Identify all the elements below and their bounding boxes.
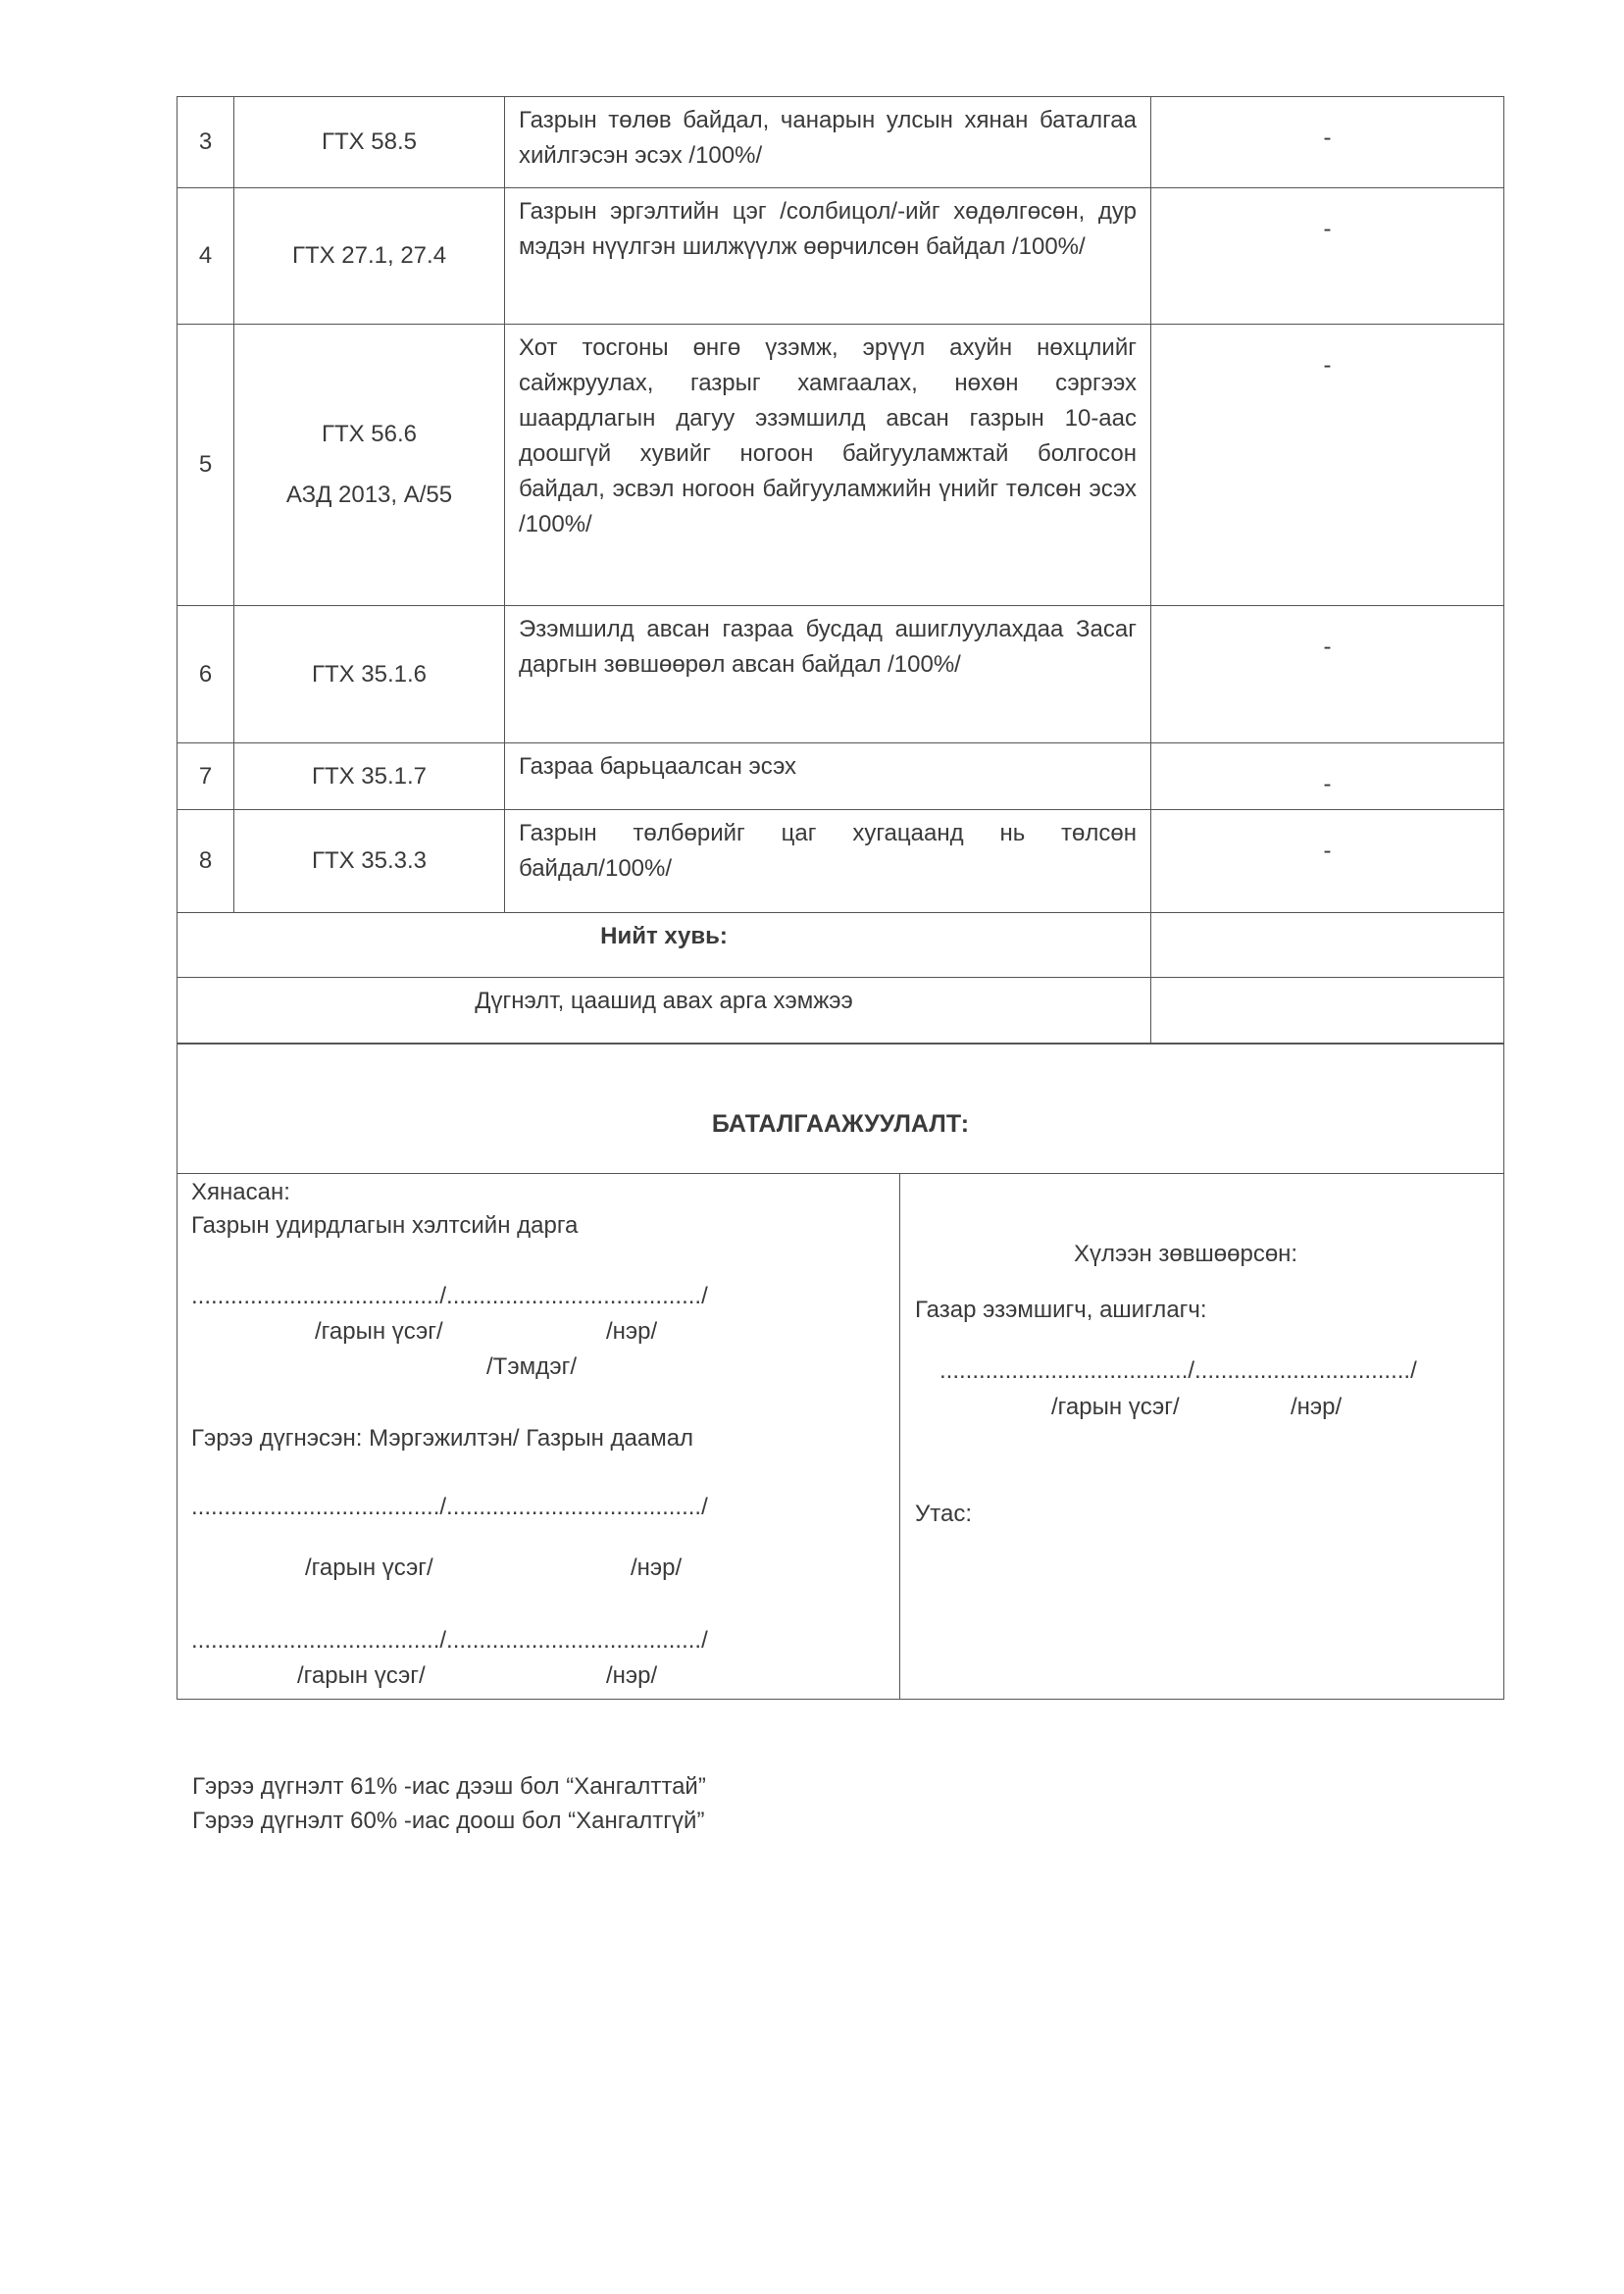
evaluation-note: Гэрээ дүгнэлт 60% -иас доош бол “Хангалтгүй” [192,1808,705,1834]
phone-label: Утас: [915,1501,972,1527]
total-value [1151,913,1504,978]
criterion-description: Газрын эргэлтийн цэг /солбицол/-ийг хөдөлгөсөн, дур мэдэн нүүлгэн шилжүүлж өөрчилсөн байдал /100%/ [505,188,1151,325]
criterion-result: - [1151,97,1504,188]
row-number: 4 [178,188,234,325]
name-label: /нэр/ [631,1555,683,1581]
evaluator-label: Гэрээ дүгнэсэн: Мэргэжилтэн/ Газрын даамал [191,1425,694,1452]
checked-label: Хянасан: [191,1179,290,1205]
name-label: /нэр/ [606,1662,658,1689]
name-label: /нэр/ [1291,1394,1343,1420]
criterion-description: Газраа барьцаалсан эсэх [505,743,1151,810]
law-reference: ГТХ 35.3.3 [234,810,505,913]
criteria-table [177,96,1504,1045]
reviewer-position: Газрын удирдлагын хэлтсийн дарга [191,1212,579,1239]
table-row [178,810,1504,913]
criterion-result: - [1151,810,1504,913]
law-reference: ГТХ 58.5 [234,97,505,188]
accepted-label: Хүлээн зөвшөөрсөн: [1074,1241,1298,1267]
holder-block [900,1173,1503,1699]
conclusion-row [178,978,1504,1045]
verification-title: БАТАЛГААЖУУЛАЛТ: [711,1110,970,1138]
table-row [178,188,1504,325]
holder-label: Газар эзэмшигч, ашиглагч: [915,1297,1207,1323]
row-number: 7 [178,743,234,810]
evaluation-note: Гэрээ дүгнэлт 61% -иас дээш бол “Хангалттай” [192,1773,706,1800]
table-row [178,325,1504,606]
criterion-description: Эзэмшилд авсан газраа бусдад ашиглуулахдаа Засаг даргын зөвшөөрөл авсан байдал /100%/ [505,606,1151,743]
conclusion-label: Дүгнэлт, цаашид авах арга хэмжээ [178,978,1151,1045]
signature-line: ....................................../......................................./ [191,1627,708,1654]
criterion-result: - [1151,188,1504,325]
total-label: Нийт хувь: [178,913,1151,978]
signature-line: ....................................../................................./ [939,1357,1417,1384]
table-row [178,743,1504,810]
reviewer-block [178,1173,900,1699]
criterion-description: Газрын төлбөрийг цаг хугацаанд нь төлсөн байдал/100%/ [505,810,1151,913]
law-reference: ГТХ 35.1.6 [234,606,505,743]
row-number: 8 [178,810,234,913]
conclusion-value [1151,978,1504,1045]
row-number: 5 [178,325,234,606]
verification-header [178,1044,1503,1174]
criterion-result: - [1151,743,1504,810]
row-number: 6 [178,606,234,743]
row-number: 3 [178,97,234,188]
signature-line: ....................................../......................................./ [191,1283,708,1309]
criterion-description: Газрын төлөв байдал, чанарын улсын хянан баталгаа хийлгэсэн эсэх /100%/ [505,97,1151,188]
stamp-label: /Тэмдэг/ [486,1353,578,1380]
verification-section [177,1043,1504,1700]
total-row [178,913,1504,978]
criterion-result: - [1151,606,1504,743]
signature-line: ....................................../......................................./ [191,1494,708,1520]
table-row [178,97,1504,188]
table-row [178,606,1504,743]
signature-label: /гарын үсэг/ [315,1318,443,1345]
signature-label: /гарын үсэг/ [297,1662,426,1689]
signature-label: /гарын үсэг/ [305,1555,433,1581]
name-label: /нэр/ [606,1318,658,1345]
criterion-description: Хот тосгоны өнгө үзэмж, эрүүл ахуйн нөхцлийг сайжруулах, газрыг хамгаалах, нөхөн сэргээх шаардлагын дагуу эзэмшилд авсан газрын 10-аас доошгүй хувийг ногоон байгууламжтай болгосон байдал, эсвэл ногоон байгууламжийн үнийг төлсөн эсэх /100%/ [505,325,1151,606]
signature-label: /гарын үсэг/ [1051,1394,1180,1420]
criterion-result: - [1151,325,1504,606]
law-reference: ГТХ 27.1, 27.4 [234,188,505,325]
law-reference: ГТХ 56.6 АЗД 2013, А/55 [234,325,505,606]
law-reference: ГТХ 35.1.7 [234,743,505,810]
